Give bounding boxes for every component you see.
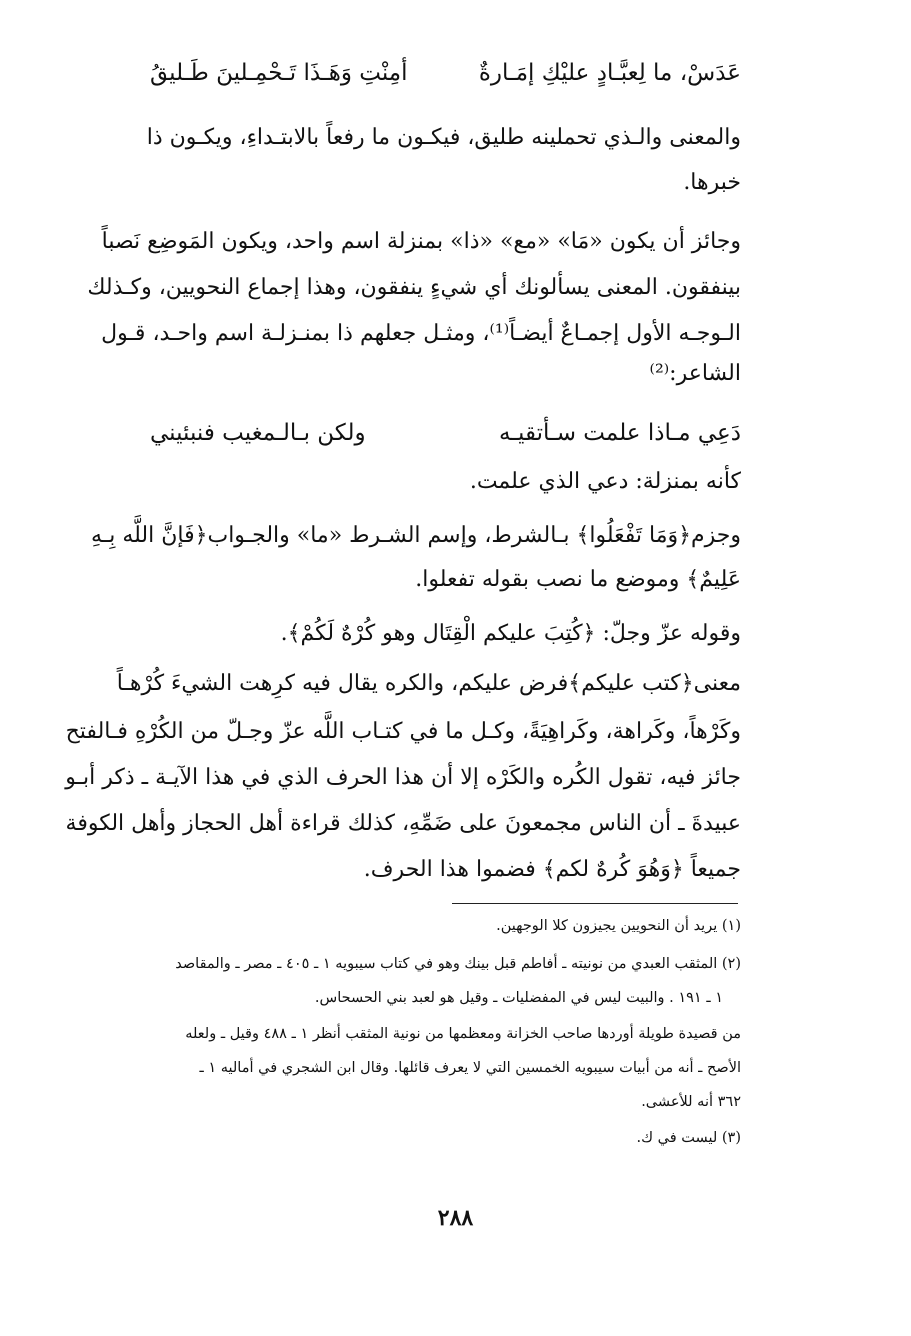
verse-1-first-hemistich: عَدَسْ، ما لِعبَّـادٍ عليْكِ إمَـارةٌ bbox=[478, 60, 741, 86]
page-number: ٢٨٨ bbox=[437, 1205, 474, 1231]
verse-line-1 bbox=[150, 60, 741, 86]
body-line: وجزم﴿وَمَا تَفْعَلُوا﴾ بـالشرط، وإسم الشـرط «ما» والجـواب﴿فَإنَّ اللَّه بِـهِ bbox=[90, 523, 741, 548]
verse-2-first-hemistich: دَعِي مـاذا علمت سـأتقيـه bbox=[498, 420, 741, 446]
verse-1-second-hemistich: أمِنْتِ وَهَـذَا تَـحْمِـلينَ طَـليقُ bbox=[150, 60, 408, 86]
body-line: جائز فيه، تقول الكُره والكَرْه إلا أن هذا الحرف الذي في هذا الآيـة ـ ذكر أبـو bbox=[65, 765, 741, 790]
body-line: وكَرْهاً، وكَراهة، وكَراهِيَةً، وكـل ما في كتـاب اللَّه عزّ وجـلّ من الكُرْهِ فـالفتح bbox=[65, 719, 741, 744]
footnote-line: (٢) المثقب العبدي من نونيته ـ أفاطم قبل بينك وهو في كتاب سيبويه ١ ـ ٤٠٥ ـ مصر ـ والمقاصد bbox=[175, 956, 741, 972]
body-line: كأنه بمنزلة: دعي الذي علمت. bbox=[469, 469, 741, 494]
body-line: وجائز أن يكون «مَا» «مع» «ذا» بمنزلة اسم واحد، ويكون المَوضِع نَصباً bbox=[101, 229, 741, 254]
body-line: معنى﴿كتب عليكم﴾فرض عليكم، والكره يقال فيه كرِهت الشيءَ كُرْهـاً bbox=[116, 671, 741, 696]
footnote-separator bbox=[452, 903, 738, 904]
body-line: جميعاً ﴿وَهُوَ كُرهٌ لكم﴾ فضموا هذا الحرف. bbox=[363, 857, 741, 882]
footnote-line: (٣) ليست في ك. bbox=[636, 1130, 741, 1146]
body-line: وقوله عزّ وجلّ: ﴿كُتِبَ عليكم الْقِتَال وهو كُرْهٌ لَكُمْ﴾. bbox=[280, 621, 741, 646]
footnote-line: ٣٦٢ أنه للأعشى. bbox=[641, 1094, 741, 1110]
body-line: الـوجـه الأول إجمـاعٌ أيضـاً⁽¹⁾، ومثـل جعلهم ذا بمنـزلـة اسم واحـد، قـول bbox=[101, 321, 741, 346]
body-line: والمعنى والـذي تحملينه طليق، فيكـون ما رفعاً بالابتـداءِ، ويكـون ذا bbox=[146, 125, 741, 150]
footnote-line: (١) يريد أن النحويين يجيزون كلا الوجهين. bbox=[496, 918, 741, 934]
body-line: عَلِيمٌ﴾ وموضع ما نصب بقوله تفعلوا. bbox=[415, 567, 741, 592]
body-line: بينفقون. المعنى يسألونك أي شيءٍ ينفقون، وهذا إجماع النحويين، وكـذلك bbox=[87, 275, 741, 300]
footnote-line: الأصح ـ أنه من أبيات سيبويه الخمسين التي لا يعرف قائلها. وقال ابن الشجري في أماليه ١ ـ bbox=[199, 1060, 741, 1076]
footnote-line: ١ ـ ١٩١ . والبيت ليس في المفضليات ـ وقيل هو لعبد بني الحسحاس. bbox=[314, 990, 723, 1006]
body-line: خبرها. bbox=[683, 170, 741, 195]
verse-2-second-hemistich: ولكن بـالـمغيب فنبئيني bbox=[150, 420, 366, 446]
body-line: عبيدةَ ـ أن الناس مجمعونَ على ضَمِّهِ، كذلك قراءة أهل الحجاز وأهل الكوفة bbox=[65, 811, 741, 836]
verse-line-2 bbox=[150, 420, 741, 446]
footnote-line: من قصيدة طويلة أوردها صاحب الخزانة ومعظمها من نونية المثقب أنظر ١ ـ ٤٨٨ وقيل ـ ولعله bbox=[185, 1026, 741, 1042]
body-line: الشاعر:⁽²⁾ bbox=[649, 361, 741, 386]
